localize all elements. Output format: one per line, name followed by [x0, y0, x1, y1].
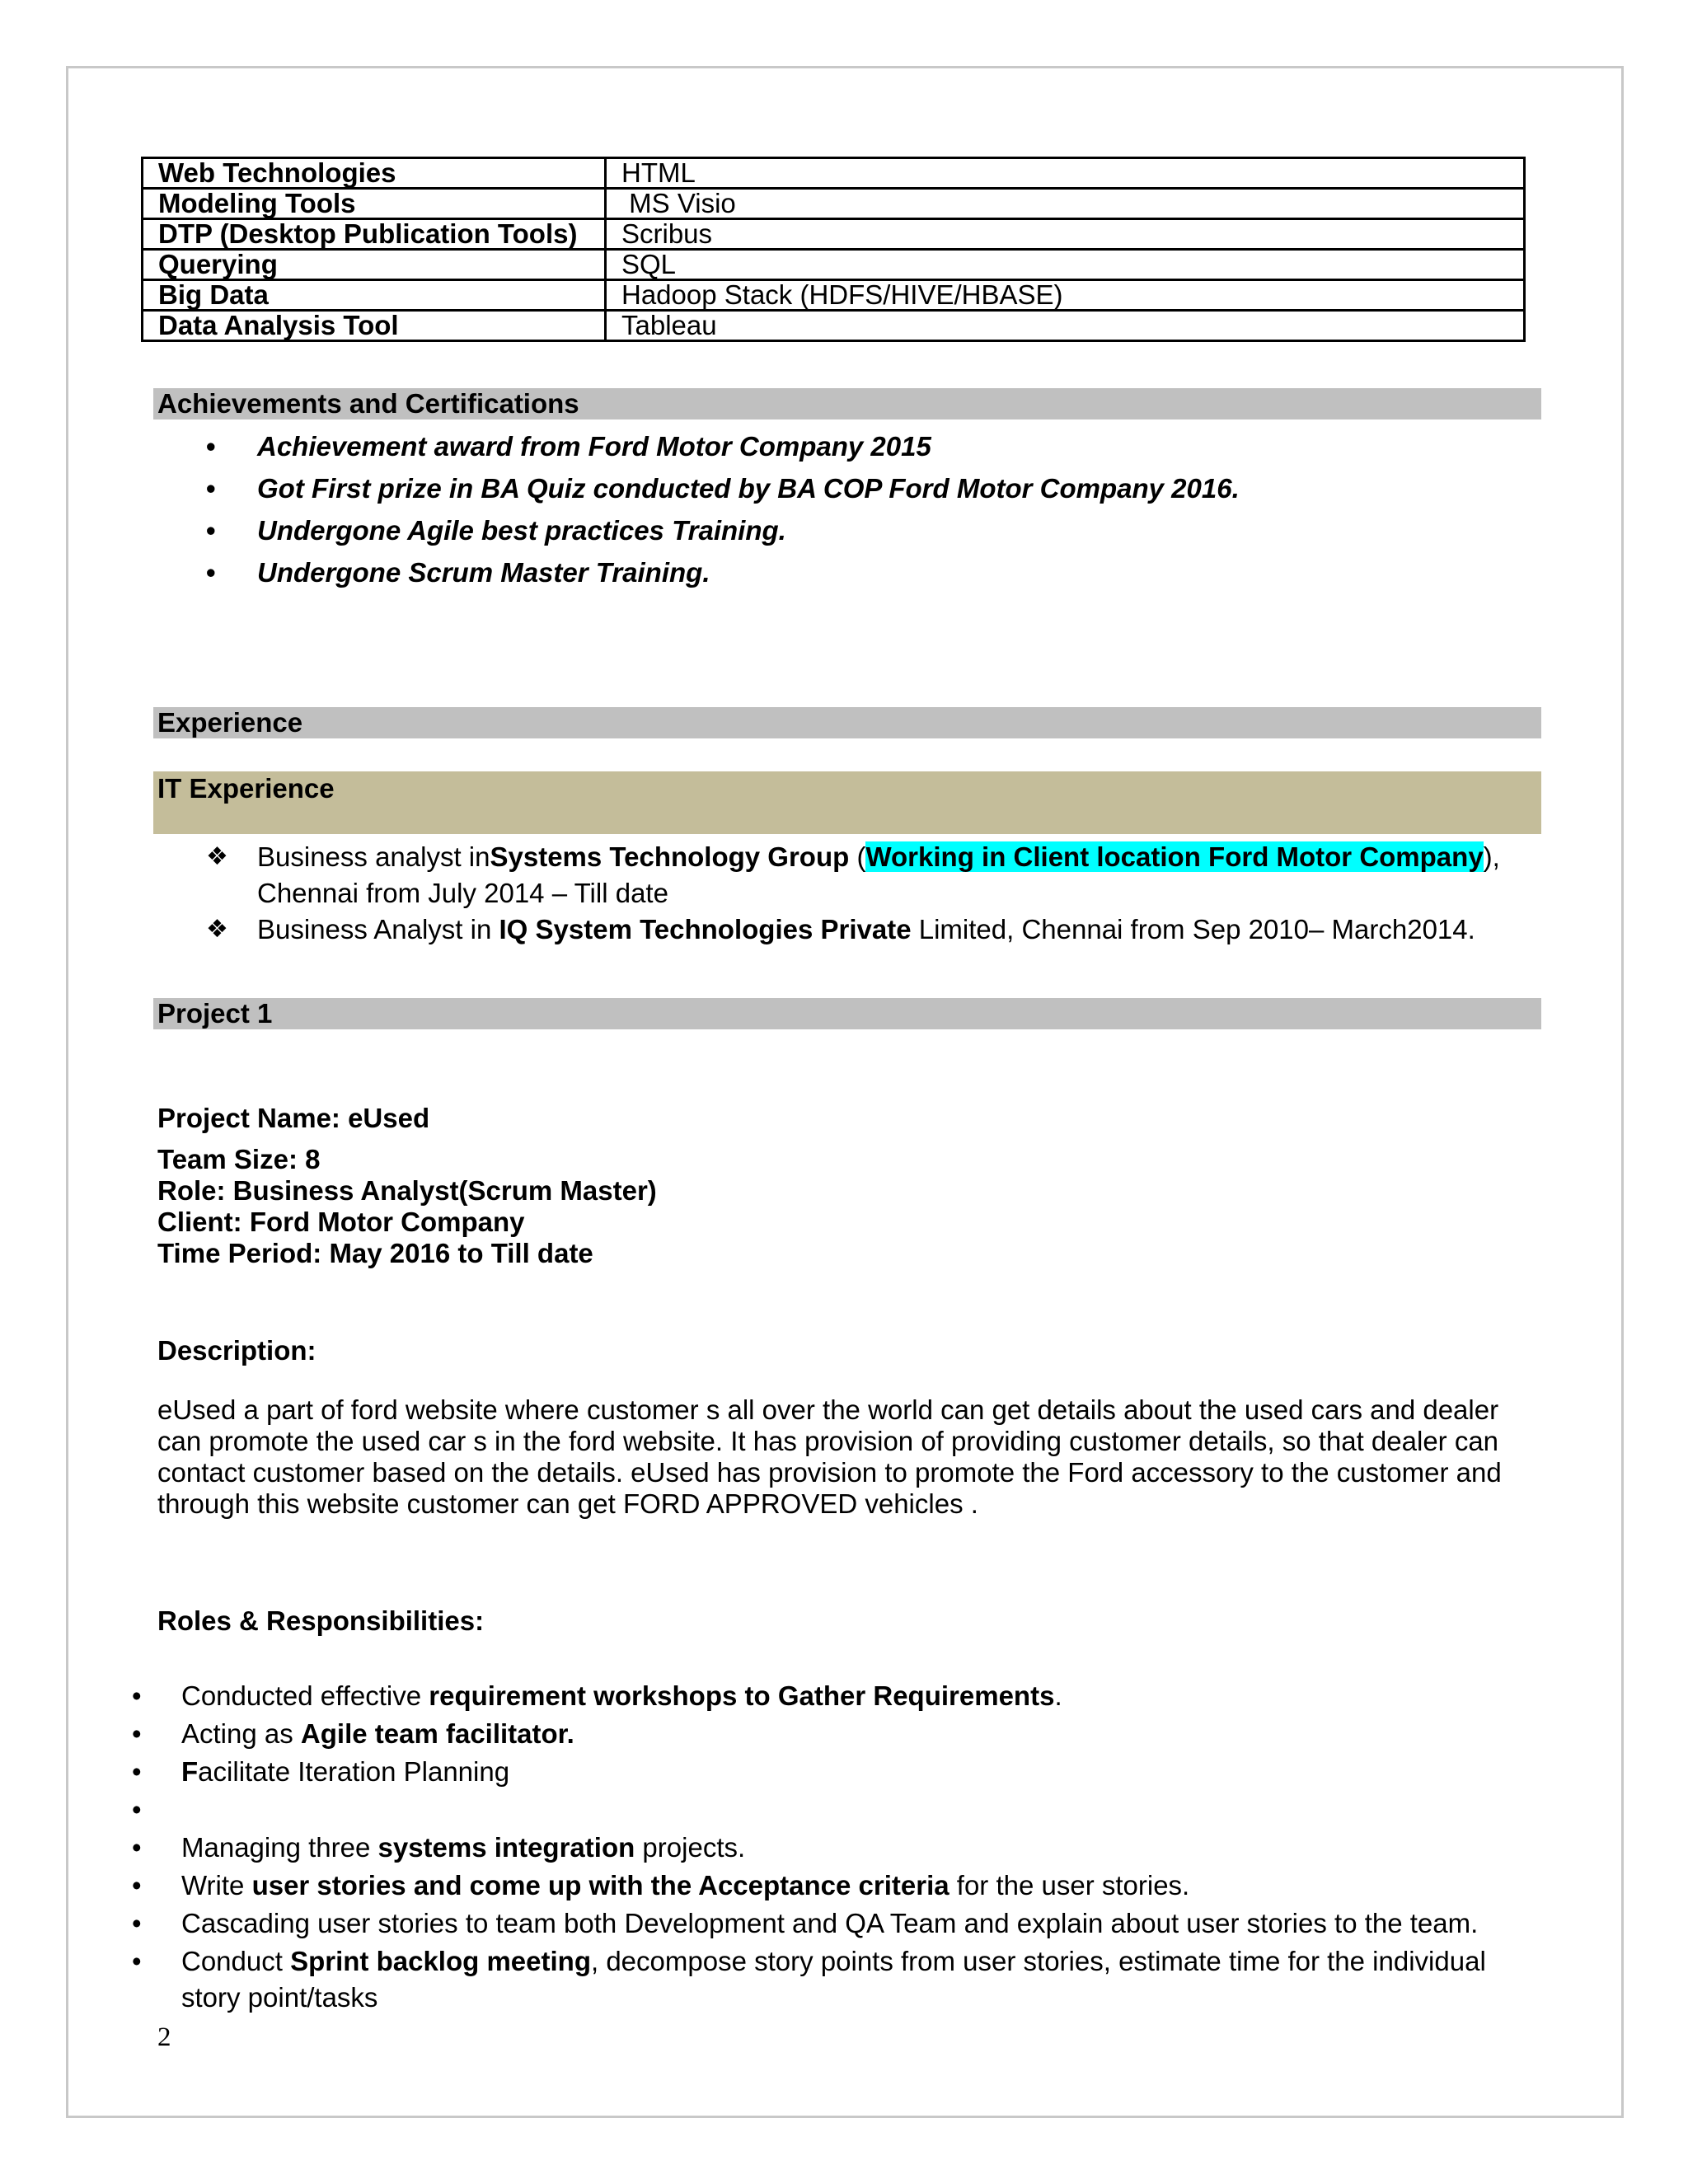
achievement-text: Achievement award from Ford Motor Company 2015 — [257, 431, 931, 462]
skill-value: Tableau — [606, 311, 1525, 341]
role-text: acilitate Iteration Planning — [198, 1756, 510, 1787]
list-item — [132, 1905, 1550, 1943]
role-text: projects. — [635, 1832, 746, 1863]
role-bold-text: systems integration — [377, 1832, 635, 1863]
list-item — [206, 555, 1240, 597]
achievement-text: Undergone Agile best practices Training. — [257, 515, 786, 546]
project-heading: Project 1 — [153, 998, 1541, 1029]
description-heading: Description: — [157, 1335, 316, 1366]
table-row — [143, 311, 1525, 341]
role-bold-text: F — [181, 1756, 199, 1787]
page-number: 2 — [157, 2022, 171, 2052]
bullet-icon: • — [132, 1908, 142, 1938]
list-item — [206, 471, 1240, 513]
role-bold-text: user stories and come up with the Acceptance criteria — [251, 1870, 950, 1900]
experience-heading: Experience — [153, 707, 1541, 738]
list-item — [206, 429, 1240, 471]
roles-heading: Roles & Responsibilities: — [157, 1605, 485, 1636]
role-text: Conducted effective — [181, 1680, 429, 1711]
role-bold-text: Agile team facilitator. — [300, 1718, 574, 1749]
role-text: Acting as — [181, 1718, 301, 1749]
list-item — [132, 1868, 1550, 1905]
list-item — [132, 1716, 1550, 1754]
exp-role-text: Business analyst in — [257, 841, 490, 872]
list-item — [132, 1792, 1550, 1830]
bullet-icon: • — [206, 557, 216, 588]
bullet-icon: • — [132, 1718, 142, 1749]
role-bold-text: requirement workshops to Gather Requirements — [429, 1680, 1055, 1711]
role-text: Write — [181, 1870, 252, 1900]
project-name: Project Name: eUsed — [157, 1103, 430, 1133]
table-row — [143, 189, 1525, 219]
bullet-icon: • — [206, 515, 216, 546]
skill-value: MS Visio — [606, 189, 1525, 219]
skill-label: Big Data — [143, 280, 606, 311]
skill-label: Web Technologies — [143, 158, 606, 189]
exp-period: Limited, Chennai from Sep 2010– March2014. — [911, 914, 1475, 944]
bullet-icon: • — [132, 1756, 142, 1787]
list-item — [132, 1943, 1550, 2016]
skill-value: SQL — [606, 250, 1525, 280]
diamond-bullet-icon: ❖ — [206, 843, 228, 870]
experience-list — [206, 839, 1550, 948]
exp-paren-open: ( — [849, 841, 866, 872]
role-text: Conduct — [181, 1946, 291, 1976]
bullet-icon: • — [132, 1832, 142, 1863]
exp-role-text: Business Analyst in — [257, 914, 499, 944]
roles-list — [132, 1678, 1550, 2016]
achievement-text: Got First prize in BA Quiz conducted by BA COP Ford Motor Company 2016. — [257, 473, 1240, 504]
list-item — [132, 1754, 1550, 1792]
role-text: . — [1054, 1680, 1062, 1711]
skill-value: Scribus — [606, 219, 1525, 250]
role-text: Cascading user stories to team both Development and QA Team and explain about user stories to the team. — [181, 1908, 1479, 1938]
bullet-icon: • — [132, 1946, 142, 1976]
achievements-heading: Achievements and Certifications — [153, 388, 1541, 419]
achievement-text: Undergone Scrum Master Training. — [257, 557, 710, 588]
bullet-icon: • — [132, 1794, 142, 1825]
bullet-icon: • — [132, 1680, 142, 1711]
table-row — [143, 219, 1525, 250]
diamond-bullet-icon: ❖ — [206, 916, 228, 943]
skill-label: Modeling Tools — [143, 189, 606, 219]
skill-label: Data Analysis Tool — [143, 311, 606, 341]
role-bold-text: Sprint backlog meeting — [290, 1946, 591, 1976]
list-item — [206, 513, 1240, 555]
role-text: Managing three — [181, 1832, 378, 1863]
list-item — [206, 839, 1550, 912]
table-row — [143, 158, 1525, 189]
project-info — [157, 1103, 657, 1269]
skill-label: Querying — [143, 250, 606, 280]
list-item — [132, 1678, 1550, 1716]
bullet-icon: • — [132, 1870, 142, 1900]
skill-label: DTP (Desktop Publication Tools) — [143, 219, 606, 250]
achievements-list — [206, 429, 1240, 597]
role-text: for the user stories. — [949, 1870, 1190, 1900]
bullet-icon: • — [206, 473, 216, 504]
project-role: Role: Business Analyst(Scrum Master) — [157, 1175, 657, 1206]
description-text: eUsed a part of ford website where customer s all over the world can get details about the used cars and dealer can promote the used car s in the ford website. It has provision of providing customer details, so that dealer can contact customer based on the details. eUsed has provision to promote the Ford accessory to the customer and through this website customer can get FORD APPROVED vehicles . — [157, 1394, 1502, 1519]
exp-period: Chennai from July 2014 – Till date — [257, 878, 668, 908]
exp-paren-close: ), — [1483, 841, 1500, 872]
exp-highlight: Working in Client location Ford Motor Company — [865, 841, 1484, 872]
list-item — [132, 1830, 1550, 1868]
exp-company: IQ System Technologies Private — [499, 914, 912, 944]
exp-company: Systems Technology Group — [490, 841, 850, 872]
list-item — [206, 912, 1550, 948]
table-row — [143, 250, 1525, 280]
skills-table — [141, 157, 1526, 342]
project-time-period: Time Period: May 2016 to Till date — [157, 1238, 593, 1268]
skill-value: Hadoop Stack (HDFS/HIVE/HBASE) — [606, 280, 1525, 311]
bullet-icon: • — [206, 431, 216, 462]
table-row — [143, 280, 1525, 311]
it-experience-heading: IT Experience — [153, 771, 1541, 834]
project-client: Client: Ford Motor Company — [157, 1207, 525, 1237]
skill-value: HTML — [606, 158, 1525, 189]
team-size: Team Size: 8 — [157, 1144, 321, 1174]
role-text: , decompose story points from user stories, estimate time for the individual story point/tasks — [181, 1946, 1486, 2013]
